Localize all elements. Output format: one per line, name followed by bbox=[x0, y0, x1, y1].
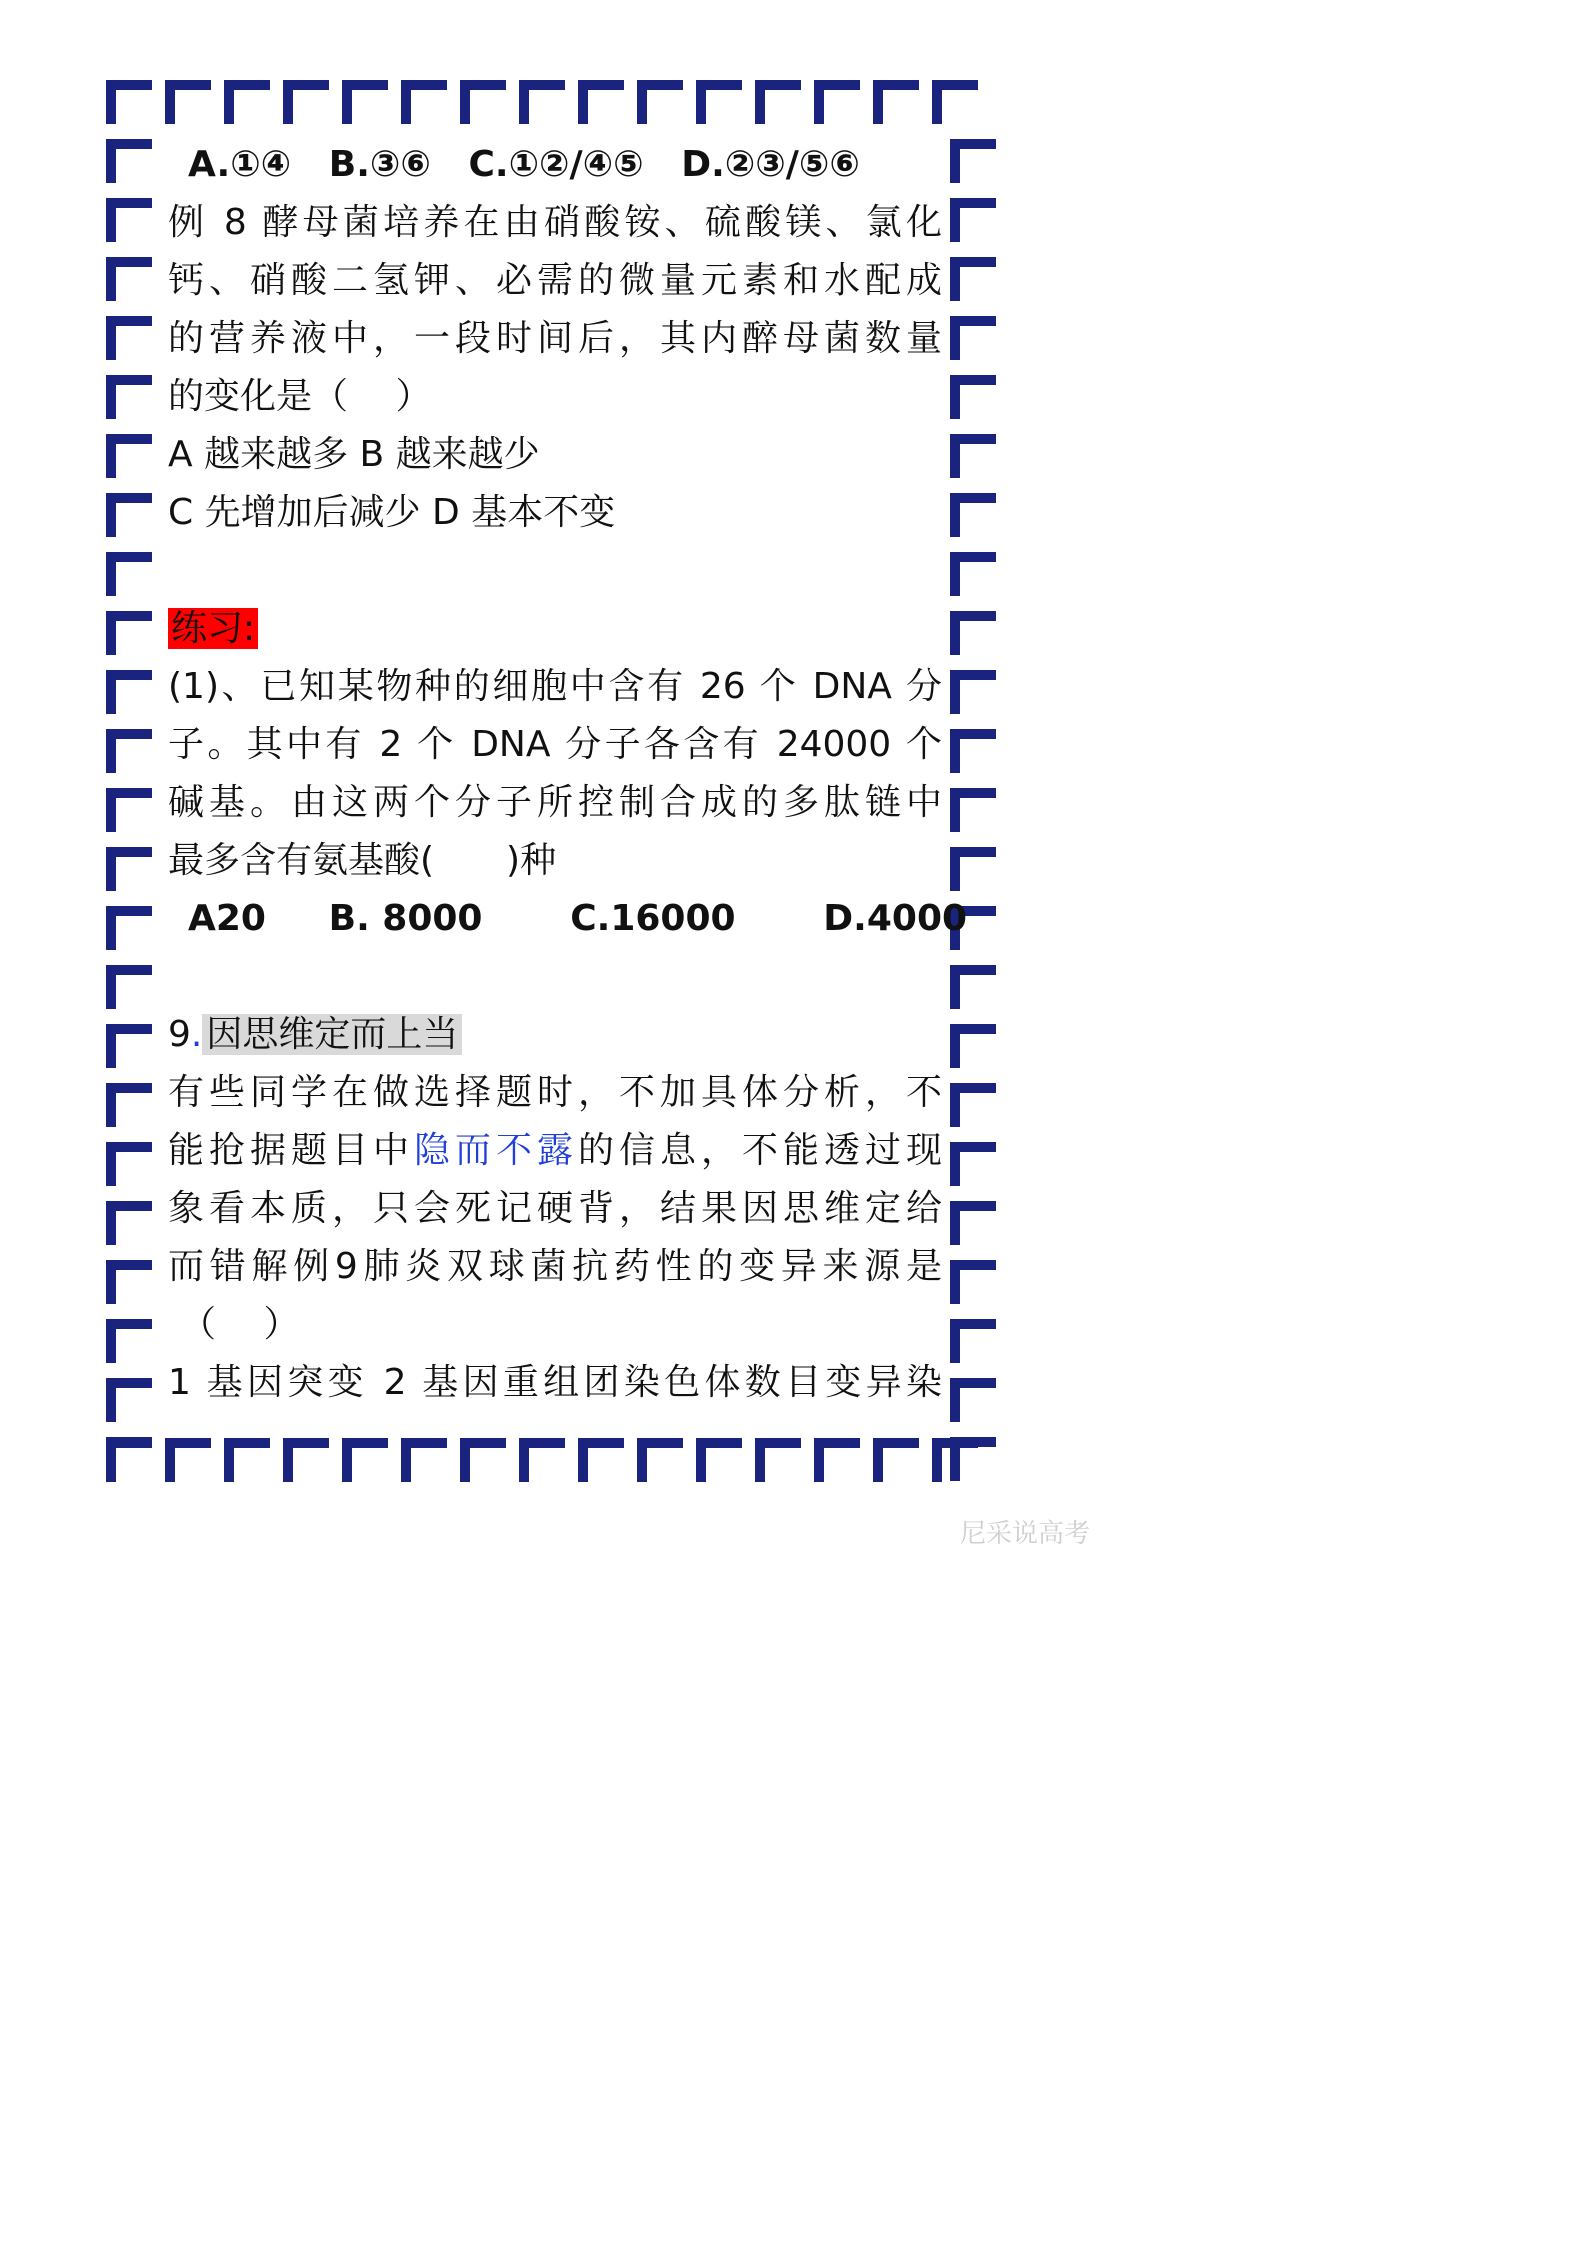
border-tile bbox=[106, 375, 152, 419]
border-tile bbox=[814, 1438, 860, 1482]
border-tile bbox=[950, 1437, 996, 1481]
border-tile bbox=[755, 1438, 801, 1482]
practice-line-3: 碱基。由这两个分子所控制合成的多肽链中 bbox=[168, 782, 942, 823]
border-tile bbox=[950, 788, 996, 832]
border-tile bbox=[578, 1438, 624, 1482]
border-tile bbox=[814, 80, 860, 124]
example8-line-4: 的变化是（ ） bbox=[168, 376, 432, 417]
practice-heading: 练习: bbox=[168, 608, 258, 649]
border-tile bbox=[950, 316, 996, 360]
border-tile bbox=[224, 1438, 270, 1482]
section9-line-2-after: 的信息，不能透过现 bbox=[578, 1130, 942, 1171]
border-tile bbox=[578, 80, 624, 124]
border-tile bbox=[106, 788, 152, 832]
border-tile bbox=[106, 139, 152, 183]
section9-line-6: 1 基因突变 2 基因重组团染色体数目变异染 bbox=[168, 1362, 942, 1403]
border-tile bbox=[106, 1201, 152, 1245]
section9-line-2 bbox=[168, 1122, 942, 1180]
border-tile bbox=[637, 1438, 683, 1482]
border-tile bbox=[950, 611, 996, 655]
border-tile bbox=[106, 1378, 152, 1422]
border-tile bbox=[950, 1260, 996, 1304]
option-a: A.①④ bbox=[188, 144, 292, 185]
border-tile bbox=[950, 1319, 996, 1363]
border-tile bbox=[950, 1142, 996, 1186]
practice-choice-b: B. 8000 bbox=[328, 898, 483, 939]
border-tile bbox=[106, 847, 152, 891]
border-tile bbox=[106, 316, 152, 360]
border-tile bbox=[950, 1378, 996, 1422]
border-tile bbox=[950, 375, 996, 419]
option-c: C.①②/④⑤ bbox=[468, 144, 644, 185]
border-tile bbox=[950, 965, 996, 1009]
border-tile bbox=[950, 1024, 996, 1068]
border-tile bbox=[932, 80, 978, 124]
border-tile bbox=[106, 1260, 152, 1304]
border-tile bbox=[950, 729, 996, 773]
border-tile bbox=[950, 198, 996, 242]
border-tile bbox=[283, 1438, 329, 1482]
border-tile bbox=[950, 1201, 996, 1245]
example8-line-3: 的营养液中，一段时间后，其内醉母菌数量 bbox=[168, 318, 942, 359]
practice-choice-d: D.4000 bbox=[823, 898, 968, 939]
section9-highlight: 隐而不露 bbox=[414, 1130, 578, 1171]
border-tile bbox=[165, 80, 211, 124]
border-tile bbox=[401, 1438, 447, 1482]
border-tile bbox=[755, 80, 801, 124]
border-tile bbox=[342, 1438, 388, 1482]
border-tile bbox=[106, 729, 152, 773]
practice-line-1: (1)、已知某物种的细胞中含有 26 个 DNA 分 bbox=[168, 666, 942, 707]
border-tile bbox=[106, 906, 152, 950]
border-tile bbox=[950, 670, 996, 714]
border-tile bbox=[950, 1083, 996, 1127]
border-tile bbox=[637, 80, 683, 124]
border-tile bbox=[165, 1438, 211, 1482]
border-tile bbox=[106, 80, 152, 124]
border-tile bbox=[460, 1438, 506, 1482]
practice-line-4: 最多含有氨基酸( )种 bbox=[168, 840, 557, 881]
border-tile bbox=[106, 434, 152, 478]
border-tile bbox=[106, 257, 152, 301]
border-tile bbox=[873, 1438, 919, 1482]
option-b: B.③⑥ bbox=[328, 144, 431, 185]
section9-line-2-before: 能抢据题目中 bbox=[168, 1130, 414, 1171]
border-tile bbox=[106, 1319, 152, 1363]
border-tile bbox=[106, 552, 152, 596]
border-tile bbox=[519, 80, 565, 124]
practice-choices bbox=[168, 890, 968, 948]
section9-line-1: 有些同学在做选择题时，不加具体分析，不 bbox=[168, 1072, 942, 1113]
example8-choices-2: C 先增加后减少 D 基本不变 bbox=[168, 492, 616, 533]
border-tile bbox=[460, 80, 506, 124]
border-tile bbox=[696, 1438, 742, 1482]
example8-choices-1: A 越来越多 B 越来越少 bbox=[168, 434, 540, 475]
section9-title: 因思维定而上当 bbox=[202, 1014, 462, 1055]
section9-number: 9 bbox=[168, 1014, 191, 1055]
border-tile bbox=[342, 80, 388, 124]
border-tile bbox=[950, 847, 996, 891]
practice-choice-a: A20 bbox=[188, 898, 266, 939]
border-tile bbox=[950, 552, 996, 596]
blank-line bbox=[168, 542, 942, 600]
border-tile bbox=[950, 257, 996, 301]
border-tile bbox=[401, 80, 447, 124]
watermark: 尼采说高考 bbox=[959, 1519, 1090, 1549]
border-tile bbox=[873, 80, 919, 124]
border-tile bbox=[106, 198, 152, 242]
border-tile bbox=[106, 1437, 152, 1481]
border-tile bbox=[224, 80, 270, 124]
border-tile bbox=[106, 1142, 152, 1186]
border-tile bbox=[106, 1083, 152, 1127]
blank-line bbox=[168, 948, 942, 1006]
practice-line-2: 子。其中有 2 个 DNA 分子各含有 24000 个 bbox=[168, 724, 942, 765]
border-tile bbox=[106, 611, 152, 655]
practice-choice-c: C.16000 bbox=[570, 898, 736, 939]
option-d: D.②③/⑤⑥ bbox=[681, 144, 860, 185]
border-tile bbox=[106, 965, 152, 1009]
border-tile bbox=[106, 1024, 152, 1068]
border-tile bbox=[950, 493, 996, 537]
border-tile bbox=[950, 434, 996, 478]
section9-line-4: 而错解例9肺炎双球菌抗药性的变异来源是 bbox=[168, 1246, 942, 1287]
section9-line-5: （ ） bbox=[180, 1304, 300, 1345]
section9-title-row bbox=[168, 1006, 942, 1064]
border-tile bbox=[696, 80, 742, 124]
border-tile bbox=[283, 80, 329, 124]
border-tile bbox=[106, 493, 152, 537]
practice-heading-row bbox=[168, 600, 942, 658]
section9-dot: . bbox=[190, 1014, 203, 1055]
border-tile bbox=[519, 1438, 565, 1482]
border-tile bbox=[950, 139, 996, 183]
previous-options-line bbox=[168, 136, 942, 194]
page-body bbox=[168, 136, 968, 1412]
section9-line-3: 象看本质，只会死记硬背，结果因思维定给 bbox=[168, 1188, 942, 1229]
example8-line-2: 钙、硝酸二氢钾、必需的微量元素和水配成 bbox=[168, 260, 942, 301]
border-tile bbox=[106, 670, 152, 714]
example8-line-1: 例 8 酵母菌培养在由硝酸铵、硫酸镁、氯化 bbox=[168, 202, 942, 243]
